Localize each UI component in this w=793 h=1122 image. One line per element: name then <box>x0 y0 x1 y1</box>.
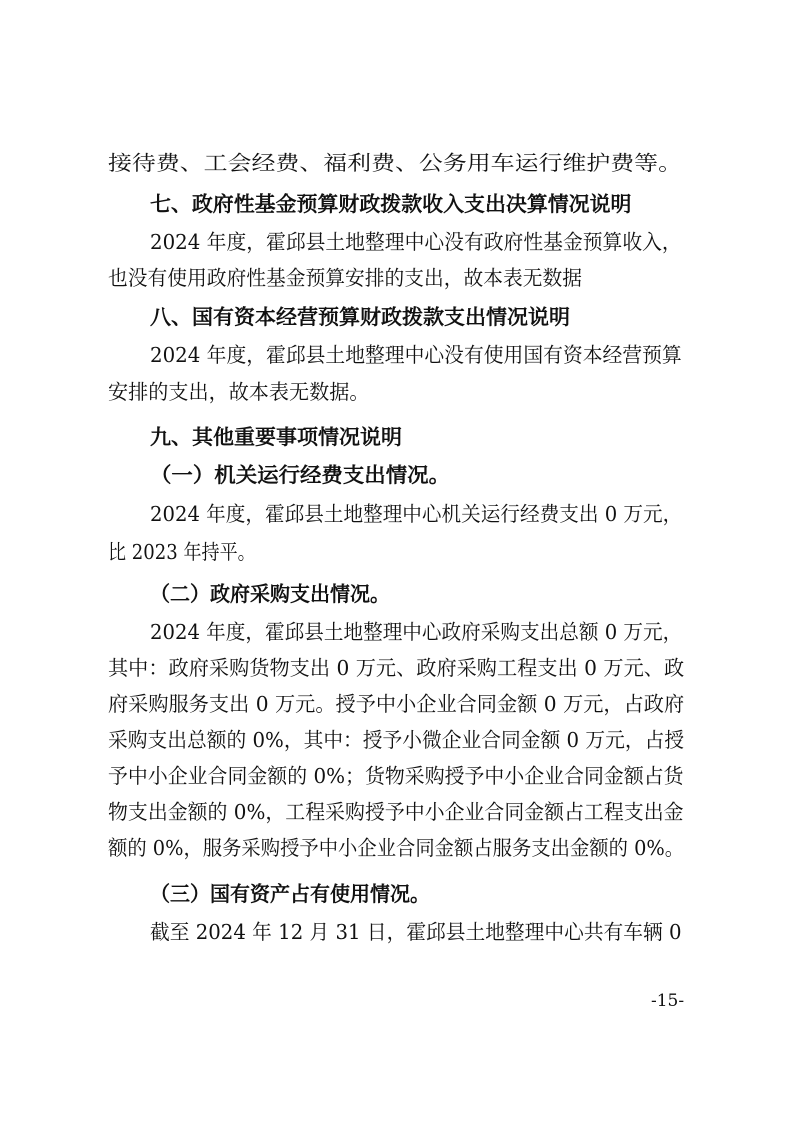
section-heading: 九、其他重要事项情况说明 <box>150 425 402 449</box>
body-text-line: 接待费、工会经费、福利费、公务用车运行维护费等。 <box>108 151 682 175</box>
body-text-line: 府采购服务支出 0 万元。授予中小企业合同金额 0 万元，占政府 <box>108 692 685 716</box>
body-text-line: 比 2023 年持平。 <box>108 540 256 564</box>
body-text-line: 2024 年度，霍邱县土地整理中心没有使用国有资本经营预算 <box>150 343 682 367</box>
subsection-heading: （一）机关运行经费支出情况。 <box>150 463 450 487</box>
section-heading: 七、政府性基金预算财政拨款收入支出决算情况说明 <box>150 192 632 216</box>
body-text-line: 2024 年度，霍邱县土地整理中心没有政府性基金预算收入， <box>150 230 682 254</box>
page-number: -15- <box>651 991 685 1011</box>
subsection-heading: （二）政府采购支出情况。 <box>150 582 390 606</box>
body-text-line: 安排的支出，故本表无数据。 <box>108 380 370 404</box>
subsection-heading: （三）国有资产占有使用情况。 <box>150 882 430 906</box>
body-text-line: 2024 年度，霍邱县土地整理中心机关运行经费支出 0 万元， <box>150 502 683 526</box>
body-text-line: 额的 0%，服务采购授予中小企业合同金额占服务支出金额的 0%。 <box>108 836 685 860</box>
body-text-line: 予中小企业合同金额的 0%；货物采购授予中小企业合同金额占货 <box>108 764 684 788</box>
body-text-line: 其中：政府采购货物支出 0 万元、政府采购工程支出 0 万元、政 <box>108 656 685 680</box>
body-text-line: 也没有使用政府性基金预算安排的支出，故本表无数据 <box>108 266 582 290</box>
body-text-line: 采购支出总额的 0%，其中：授予小微企业合同金额 0 万元，占授 <box>108 728 685 752</box>
body-text-line: 物支出金额的 0%，工程采购授予中小企业合同金额占工程支出金 <box>108 800 684 824</box>
section-heading: 八、国有资本经营预算财政拨款支出情况说明 <box>150 305 570 329</box>
body-text-line: 截至 2024 年 12 月 31 日，霍邱县土地整理中心共有车辆 0 <box>150 920 682 944</box>
body-text-line: 2024 年度，霍邱县土地整理中心政府采购支出总额 0 万元， <box>150 620 683 644</box>
